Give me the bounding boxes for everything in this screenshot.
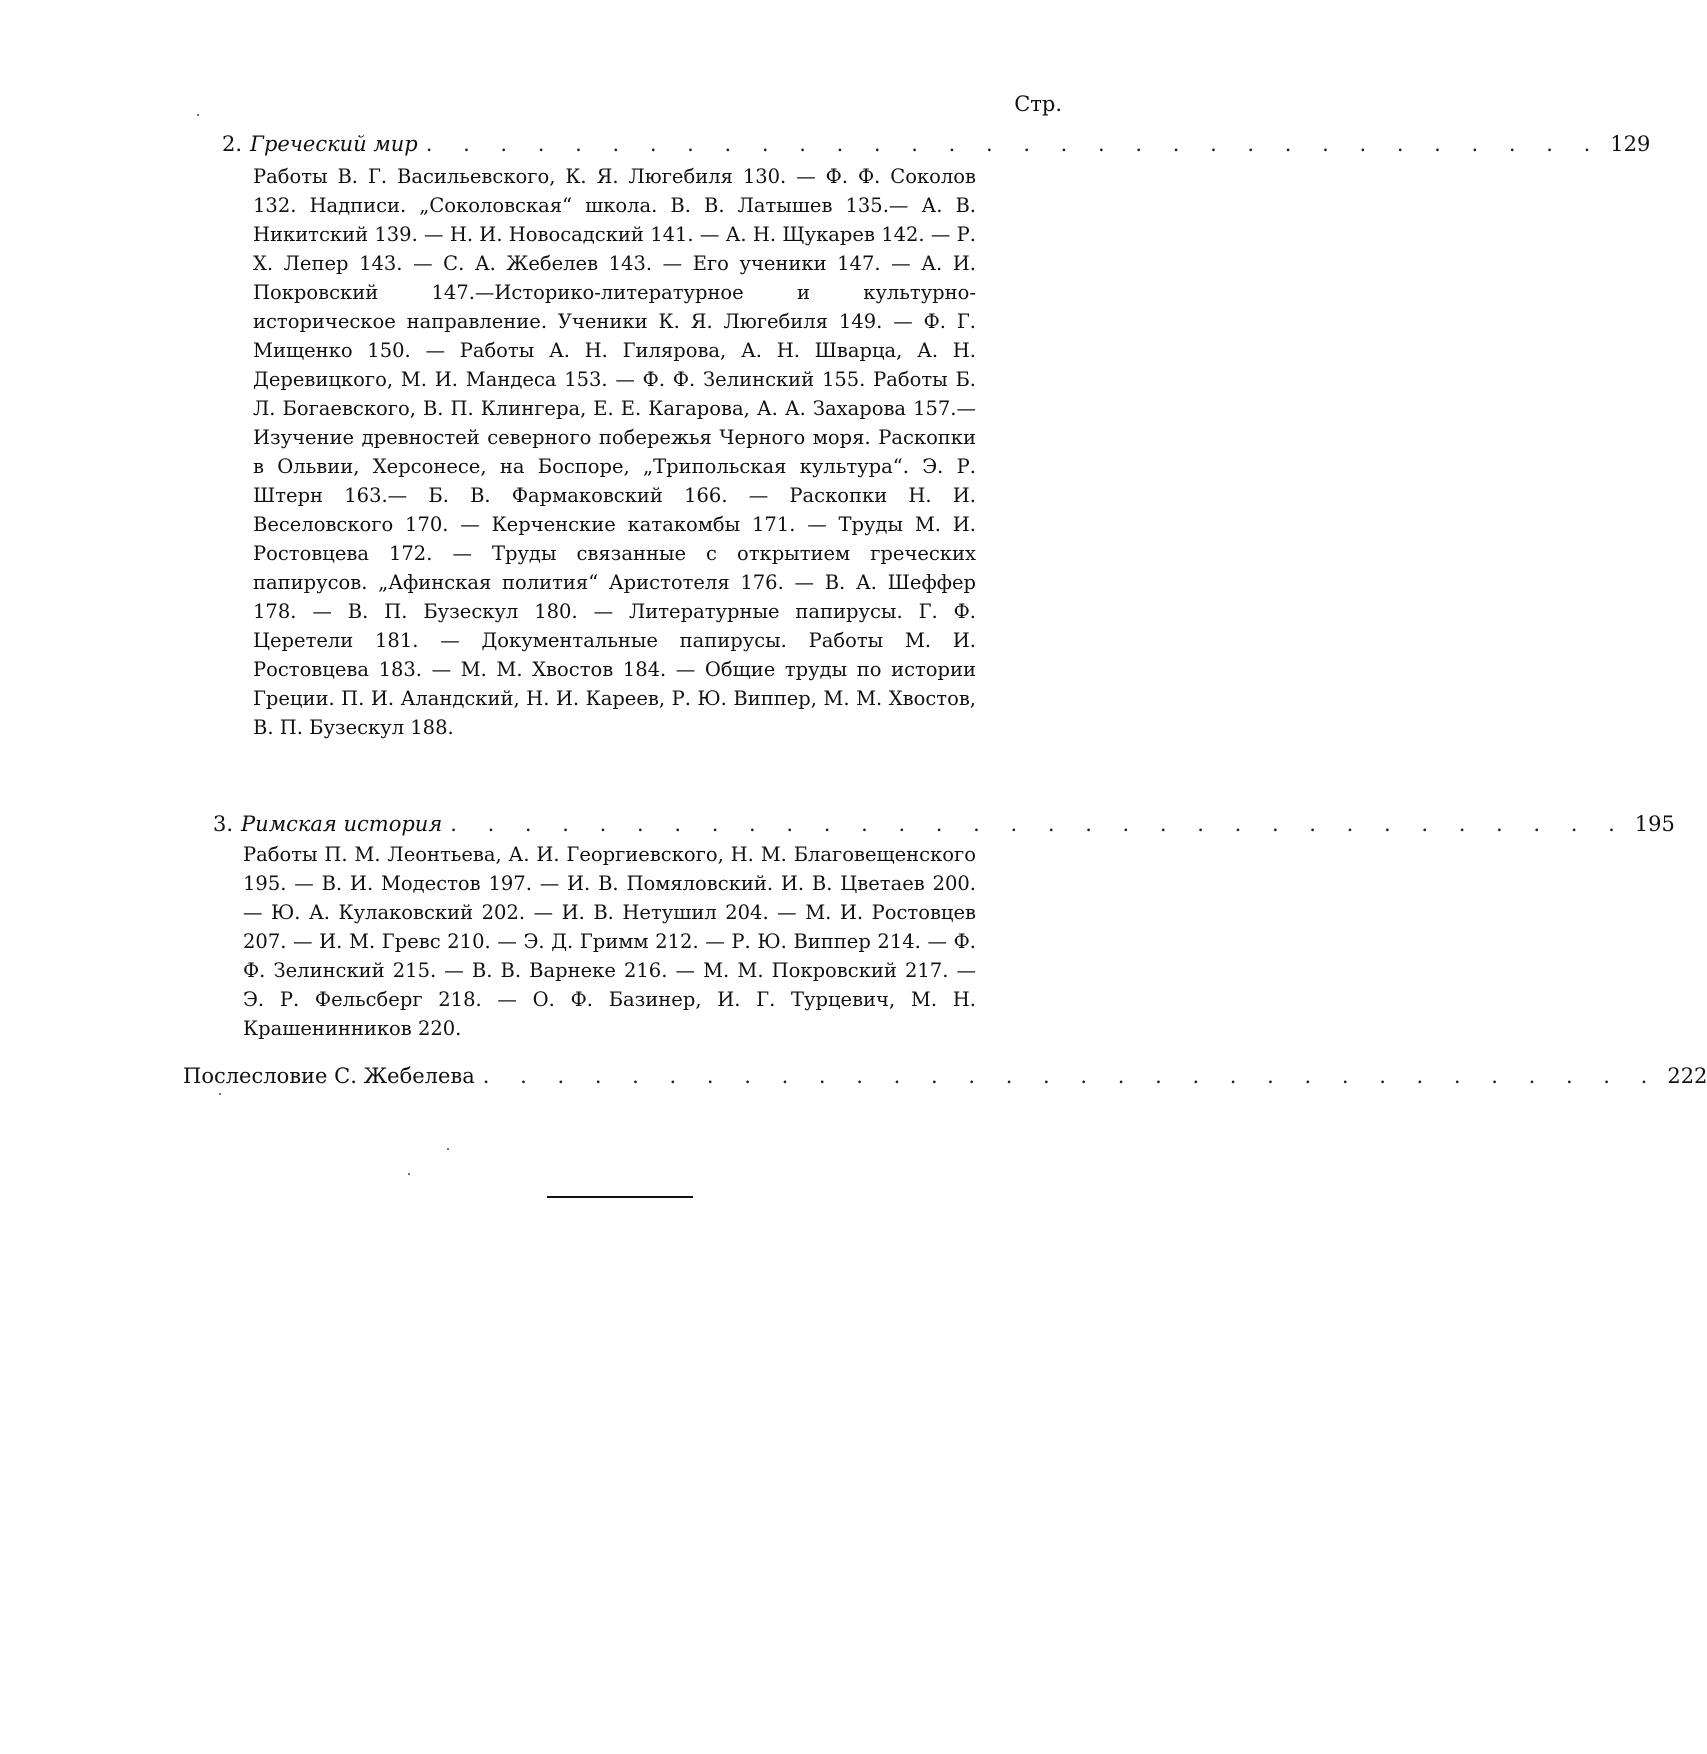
entry-title: Послесловие С. Жебелева — [183, 1064, 475, 1088]
closing-rule — [547, 1196, 693, 1198]
scan-speck — [197, 114, 199, 116]
dot-leader: . . . . . . . . . . . . . . . . . . . . . . . . . . . . . . . . — [450, 812, 1627, 836]
entry-page-number: 222 — [1667, 1064, 1707, 1088]
page-column-header: Стр. — [1014, 92, 1062, 116]
toc-entry-greek-world — [222, 132, 1651, 156]
scan-speck — [219, 1093, 221, 1095]
toc-entry-roman-history — [213, 812, 1675, 836]
entry-number: 2. — [222, 132, 243, 156]
scan-speck — [447, 1148, 449, 1150]
entry-page-number: 195 — [1634, 812, 1675, 836]
entry-title: Римская история — [241, 812, 443, 836]
entry-description: Работы П. М. Леонтьева, А. И. Георгиевского, Н. М. Благовещенского 195. — В. И. Модестов 197. — И. В. Помяловский. И. В. Цветаев 200. — Ю. А. Кулаковский 202. — И. В. Нетушил 204. — М. И. Ростовцев 207. — И. М. Гревс 210. — Э. Д. Гримм 212. — Р. Ю. Виппер 214. — Ф. Ф. Зелинский 215. — В. В. Варнеке 216. — М. М. Покровский 217. — Э. Р. Фельсберг 218. — О. Ф. Базинер, И. Г. Турцевич, М. Н. Крашенинников 220. — [243, 843, 976, 1040]
entry-number: 3. — [213, 812, 234, 836]
entry-description: Работы В. Г. Васильевского, К. Я. Люгебиля 130. — Ф. Ф. Соколов 132. Надписи. „Соколовская“ школа. В. В. Латышев 135.— А. В. Никитский 139. — Н. И. Новосадский 141. — А. Н. Щукарев 142. — Р. Х. Лепер 143. — С. А. Жебелев 143. — Его ученики 147. — А. И. Покровский 147.—Историко-литературное и культурно-историческое направление. Ученики К. Я. Люгебиля 149. — Ф. Г. Мищенко 150. — Работы А. Н. Гилярова, А. Н. Шварца, А. Н. Деревицкого, М. И. Мандеса 153. — Ф. Ф. Зелинский 155. Работы Б. Л. Богаевского, В. П. Клингера, Е. Е. Кагарова, А. А. Захарова 157.—Изучение древностей северного побережья Черного моря. Раскопки в Ольвии, Херсонесе, на Боспоре, „Трипольская культура“. Э. Р. Штерн 163.— Б. В. Фармаковский 166. — Раскопки Н. И. Веселовского 170. — Керченские катакомбы 171. — Труды М. И. Ростовцева 172. — Труды связанные с открытием греческих папирусов. „Афинская полития“ Аристотеля 176. — В. А. Шеффер 178. — В. П. Бузескул 180. — Литературные папирусы. Г. Ф. Церетели 181. — Документальные папирусы. Работы М. И. Ростовцева 183. — М. М. Хвостов 184. — Общие труды по истории Греции. П. И. Аландский, Н. И. Кареев, Р. Ю. Виппер, М. М. Хвостов, В. П. Бузескул 188. — [253, 165, 976, 739]
dot-leader: . . . . . . . . . . . . . . . . . . . . . . . . . . . . . . . . — [482, 1064, 1660, 1088]
toc-entry-afterword — [183, 1064, 1707, 1088]
entry-title: Греческий мир — [250, 132, 418, 156]
entry-page-number: 129 — [1610, 132, 1651, 156]
dot-leader: . . . . . . . . . . . . . . . . . . . . . . . . . . . . . . . . — [425, 132, 1603, 156]
scan-speck — [408, 1173, 410, 1175]
